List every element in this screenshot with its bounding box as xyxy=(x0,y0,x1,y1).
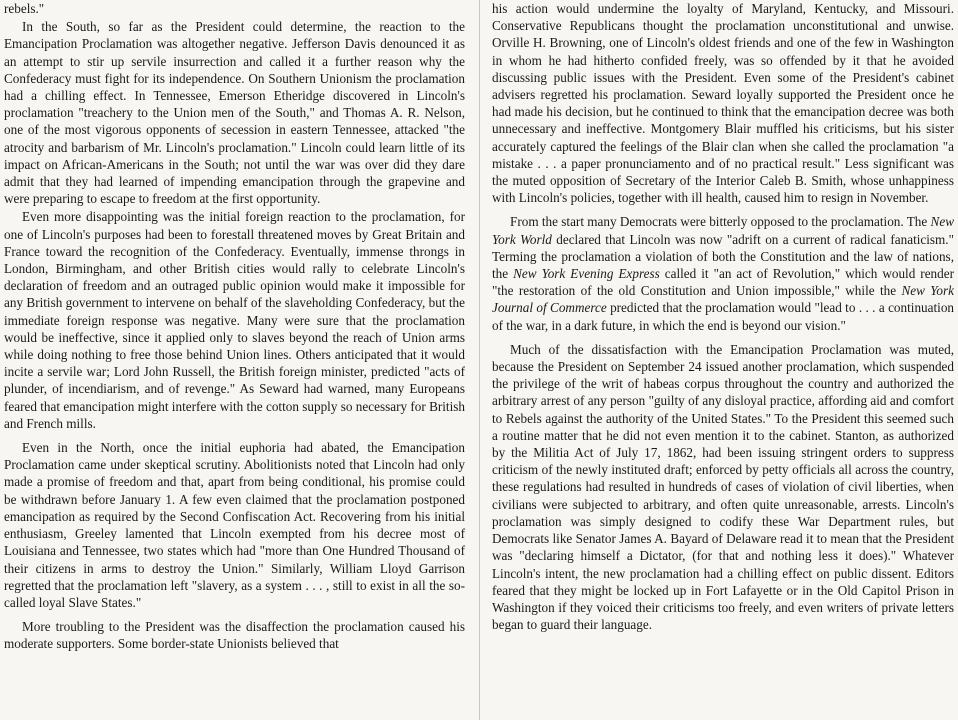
paragraph-quote-end: rebels." xyxy=(4,1,45,16)
newspaper-title: New York Evening Express xyxy=(513,266,660,282)
paragraph-border-states: his action would undermine the loyalty of Maryland, Kentucky, and Missouri. Conservative Republicans thought the proclamation unconstitutional and unwise. Orville H. Browning, one of Lincoln's oldest friends and one of the few in Washington in whom he had hitherto confided freely, was so offended by it that he avoided discussing public issues with the President. Even some of the President's cabinet advisers regretted his proclamation. Seward loyally supported the President once he had made his decision, but he continued to think that the emancipation decree was both unnecessary and ineffective. Montgomery Blair muffled his criticisms, but his sister accurately captured the feelings of the Blair clan when she called the proclamation "a mistake . . . a paper pronunciamento and of no practical result." Less significant was the muted opposition of Secretary of the Interior Caleb B. Smith, whose unhappiness with Lincoln's policies, together with ill health, caused him to resign in November. xyxy=(492,1,954,206)
paragraph-democrats xyxy=(492,213,954,333)
text-segment: predicted that the proclamation would "lead to . . . a continuation of the war, in a dark future, in which the end is beyond our vision." xyxy=(492,300,955,333)
paragraph-southern-reaction: In the South, so far as the President could determine, the reaction to the Emancipation Proclamation was altogether negative. Jefferson Davis denounced it as an attempt to stir up servile insurrection and called it a further reason why the Confederacy must fight for its independence. On Southern Unionism the proclamation had a chilling effect. In Tennessee, Emerson Etheridge discovered in Lincoln's proclamation "treachery to the Union men of the South," and Thomas A. R. Nelson, one of the most vigorous opponents of secession in eastern Tennessee, attacked "the atrocity and barbarism of Mr. Lincoln's proclamation." Lincoln could learn little of its impact on African-Americans in the South; not until the war was over did they dare admit that they had learned of impending emancipation through the grapevine and were preparing to escape to freedom at the first opportunity. xyxy=(4,19,465,207)
newspaper-title: New York World xyxy=(492,214,954,247)
paragraph-foreign-reaction: Even more disappointing was the initial foreign reaction to the proclamation, for one of Lincoln's purposes had been to forestall threatened moves by Great Britain and France toward the recognition of the Confederacy. Eventually, immense throngs in London, Birmingham, and other British cities would rally to celebrate Lincoln's declaration of freedom and an outraged public opinion would make it impossible for any British government to intervene on behalf of the slaveholding Confederacy, but the immediate foreign response was negative. Many were sure that the proclamation would be ineffective, since it applied only to slaves beyond the reach of Union arms while doing nothing to free those behind Union lines. Others anticipated that it would incite a servile war; Lord John Russell, the British foreign minister, predicted "acts of plunder, of incendiarism, and of revenge." As Seward had warned, many Europeans feared that emancipation might interfere with the cotton supply so necessary for British and French mills. xyxy=(4,209,465,431)
right-column xyxy=(484,0,958,633)
paragraph-northern-reaction: Even in the North, once the initial euphoria had abated, the Emancipation Proclamation came under skeptical scrutiny. Abolitionists noted that Lincoln had only made a promise of freedom and that, apart from being conditional, his promise could be withdrawn before January 1. A few even claimed that the proclamation postponed emancipation as required by the Second Confiscation Act. Recovering from his initial enthusiasm, Greeley lamented that Lincoln exempted from his decree most of Louisiana and Tennessee, two states which had "more than One Hundred Thousand of their citizens in arms to destroy the Union." Similarly, William Lloyd Garrison regretted that the proclamation left "slavery, as a system . . . , still to exist in all the so-called loyal Slave States." xyxy=(4,440,465,610)
text-segment: called it "an act of Revolution," which would render "the restoration of the old Constitution and Union impossible," while the xyxy=(492,266,954,299)
paragraph-habeas-corpus: Much of the dissatisfaction with the Emancipation Proclamation was muted, because the President on September 24 issued another proclamation, which suspended the privilege of the writ of habeas corpus throughout the country and authorized the arbitrary arrest of any person "guilty of any disloyal practice, affording aid and comfort to Rebels against the authority of the United States." To the President this seemed such a routine matter that he did not even mention it to the cabinet. Stanton, as authorized by the Militia Act of July 17, 1862, had been issuing stringent orders to suppress criticism of the newly instituted draft; enforced by petty officials all across the country, these regulations had resulted in hundreds of cases of violation of civil liberties, when civilians were subjected to arbitrary, and often quite unreasonable, arrests. Lincoln's proclamation was simply designed to codify these War Department rules, but Democrats like Senator James A. Bayard of Delaware read it to mean that the President was "declaring himself a Dictator, (for that and nothing less it does)." Whatever Lincoln's intent, the new proclamation had a chilling effect on public dissent. Editors feared that they might be locked up in Fort Lafayette or in the Old Capitol Prison in Washington if they voiced their criticisms too freely, and even writers of private letters began to guard their language. xyxy=(492,341,954,633)
text-segment: From the start many Democrats were bitterly opposed to the proclamation. The xyxy=(510,214,931,230)
newspaper-title: New York Journal of Commerce xyxy=(492,283,954,316)
column-divider xyxy=(479,0,480,720)
paragraph-moderate-supporters: More troubling to the President was the disaffection the proclamation caused his moderate supporters. Some border-state Unionists believed that xyxy=(4,619,465,652)
left-column xyxy=(0,0,475,653)
text-segment: declared that Lincoln was now "adrift on a current of radical fanaticism." Terming the proclamation a violation of both the Constitution and the law of nations, the xyxy=(492,231,954,282)
